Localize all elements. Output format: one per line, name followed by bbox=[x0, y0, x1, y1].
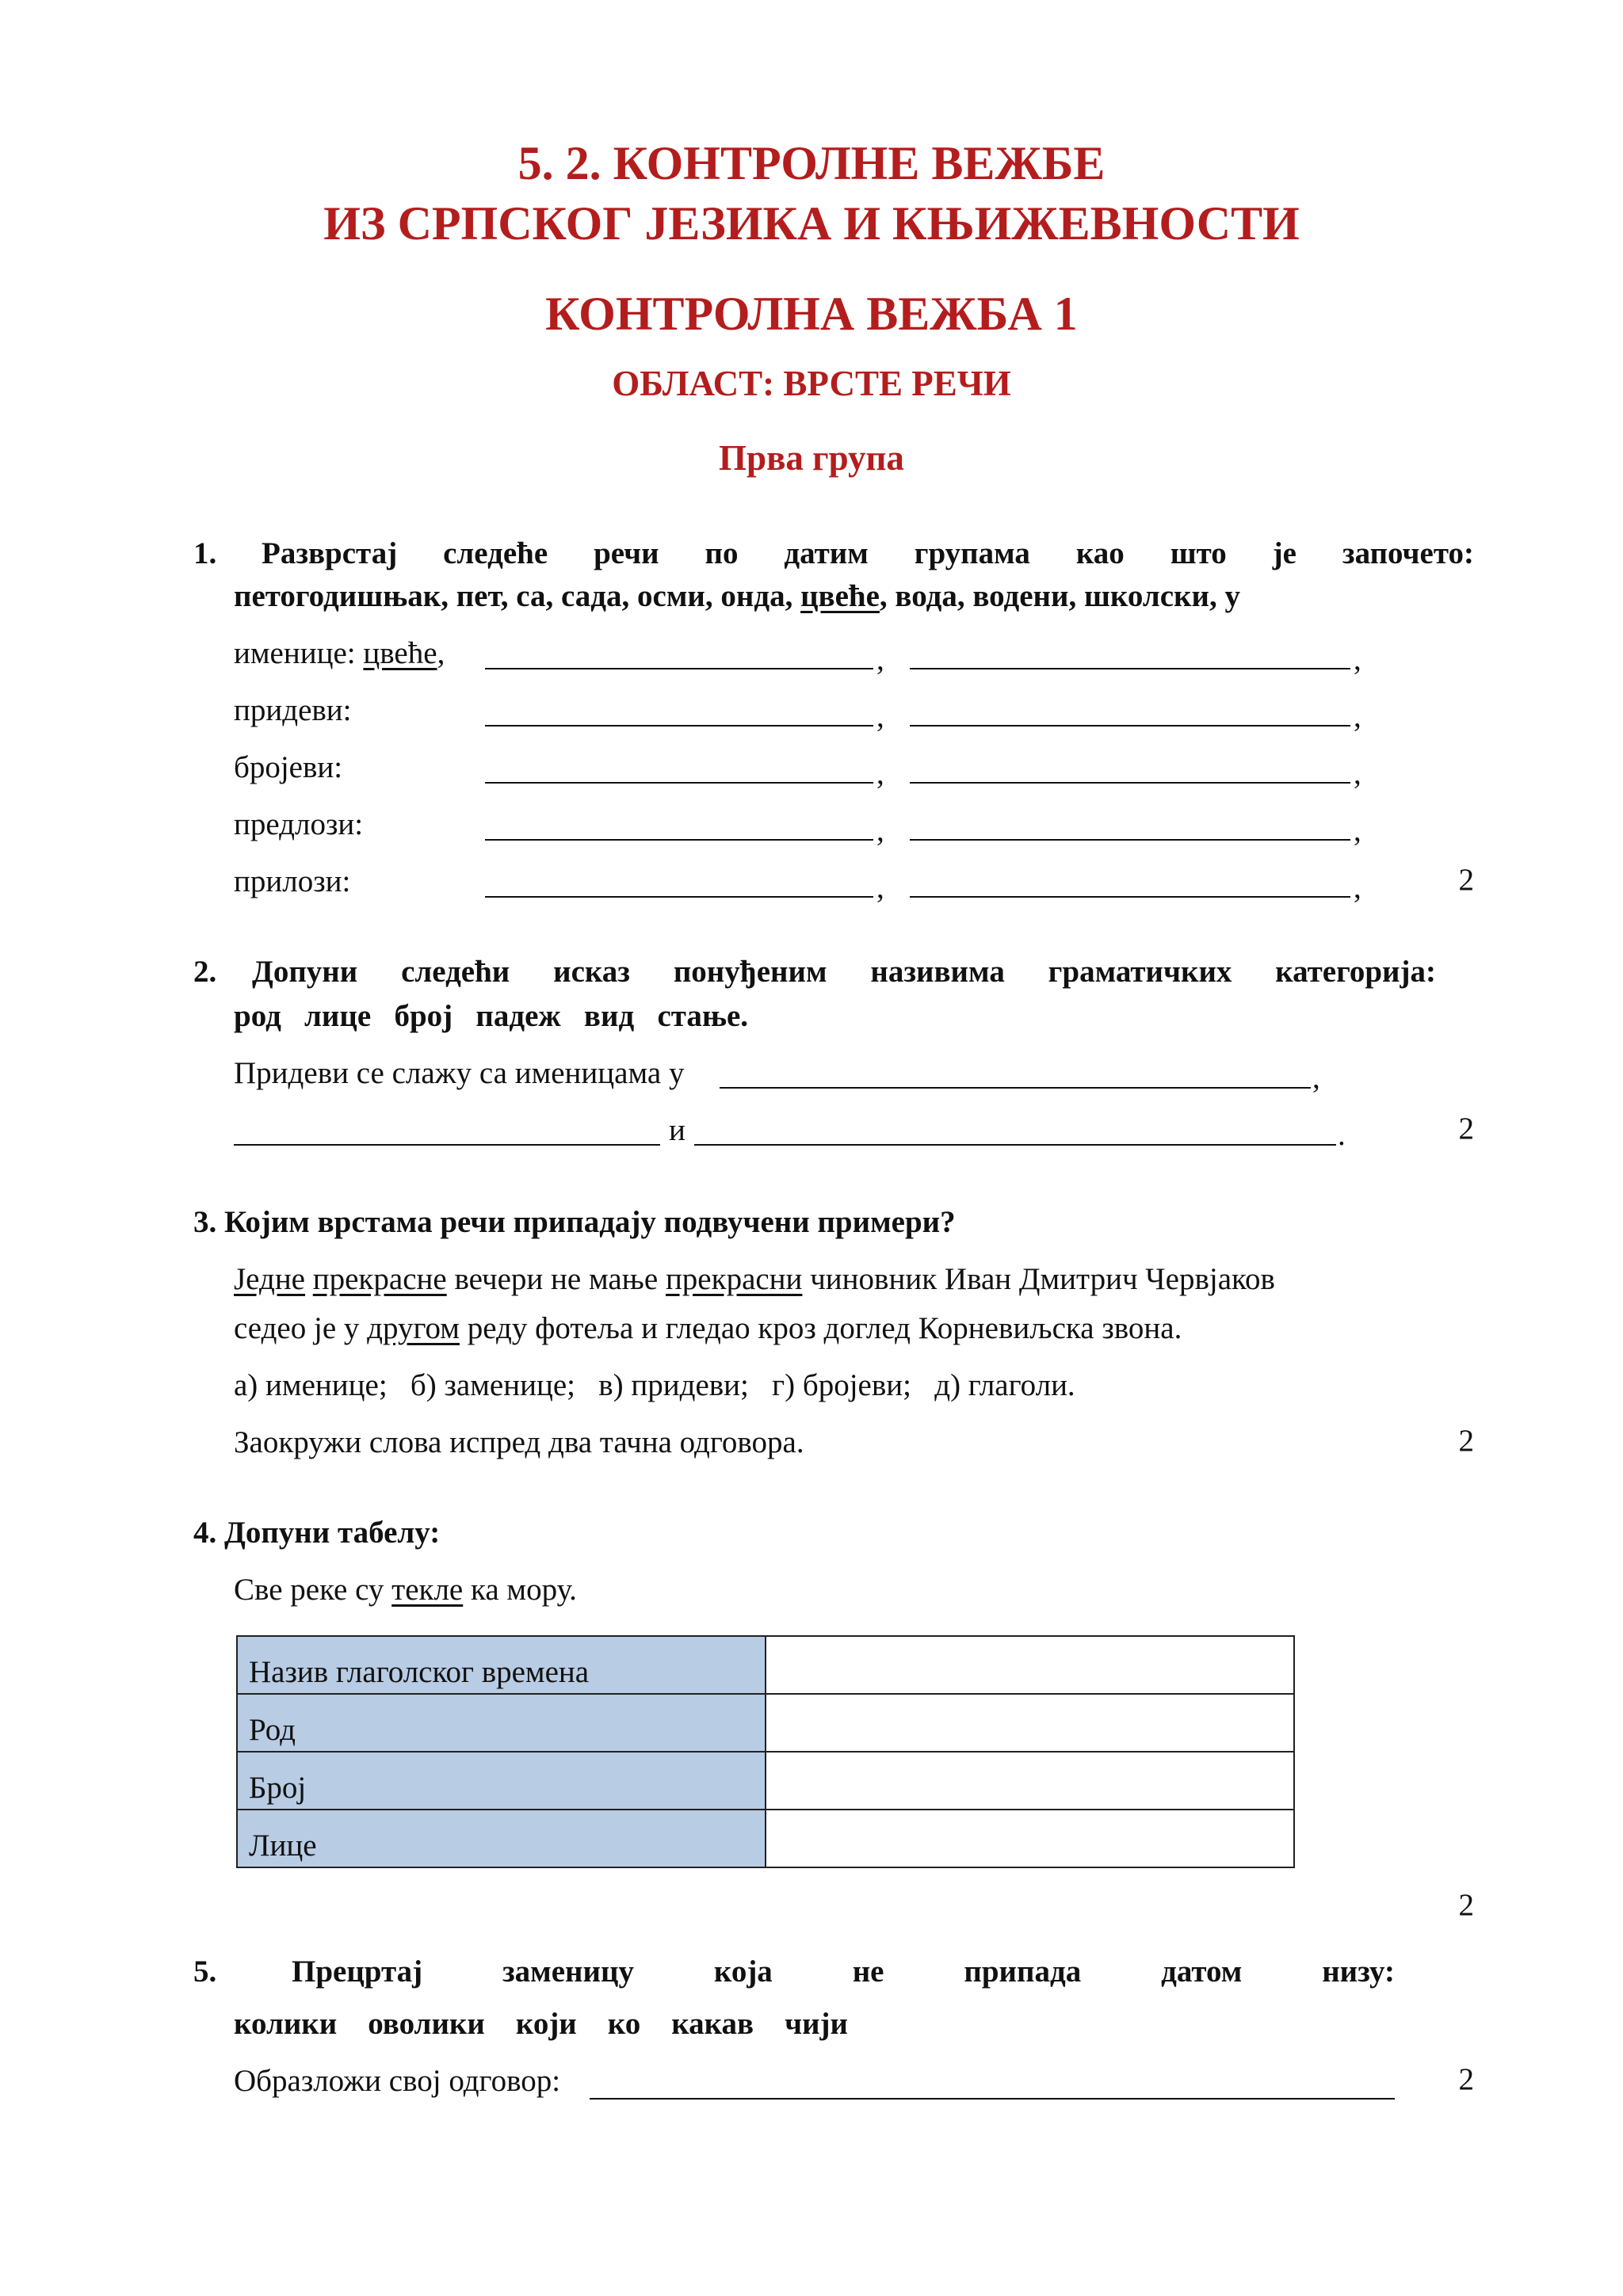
page-title-line2: ИЗ СРПСКОГ ЈЕЗИКА И КЊИЖЕВНОСТИ bbox=[323, 197, 1300, 250]
q5-explain-label: Образложи свој одговор: bbox=[234, 2064, 561, 2098]
exercise-title: КОНТРОЛНА ВЕЖБА 1 bbox=[545, 288, 1078, 340]
page-title-line1: 5. 2. КОНТРОЛНЕ ВЕЖБЕ bbox=[517, 137, 1106, 189]
q1-blank-adverbs-1[interactable] bbox=[485, 896, 873, 898]
q2-sentence-start: Придеви се слажу са именицама у bbox=[234, 1056, 685, 1090]
q2-blank-2[interactable] bbox=[234, 1144, 660, 1146]
q2-blank-1[interactable] bbox=[720, 1087, 1311, 1089]
q1-blank-adverbs-2[interactable] bbox=[910, 896, 1350, 898]
q4-points: 2 bbox=[1458, 1888, 1474, 1922]
q4-sentence: Све реке су текле ка мору. bbox=[234, 1573, 577, 1607]
q3-points: 2 bbox=[1458, 1424, 1474, 1458]
q1-comma: , bbox=[876, 643, 884, 677]
q1-label-adverbs: прилози: bbox=[234, 864, 351, 898]
q2-instruction: Допуни следећи исказ понуђеним називима граматичких категорија: bbox=[252, 955, 1436, 989]
q1-comma: , bbox=[1354, 700, 1361, 734]
q4-answer-cell[interactable] bbox=[766, 1694, 1294, 1752]
q1-label-nouns: именице: цвеће, bbox=[234, 636, 445, 670]
q2-points: 2 bbox=[1458, 1112, 1474, 1146]
q4-row-label: Број bbox=[237, 1752, 766, 1810]
q1-comma: , bbox=[876, 757, 884, 791]
table-row bbox=[237, 1810, 1294, 1867]
q1-words: петогодишњак, пет, са, сада, осми, онда, цвеће, вода, водени, школски, у bbox=[234, 579, 1240, 613]
q1-comma: , bbox=[876, 700, 884, 734]
q1-blank-numbers-1[interactable] bbox=[485, 782, 873, 784]
q3-title: 3. Којим врстама речи припадају подвучени примери? bbox=[193, 1205, 956, 1239]
area-title: ОБЛАСТ: ВРСТЕ РЕЧИ bbox=[612, 364, 1011, 403]
q5-instruction: Прецртај заменицу која не припада датом низу: bbox=[292, 1955, 1395, 1989]
q5-number: 5. bbox=[193, 1955, 217, 1989]
q3-note: Заокружи слова испред два тачна одговора. bbox=[234, 1425, 804, 1459]
q3-options[interactable]: а) именице; б) заменице; в) придеви; г) бројеви; д) глаголи. bbox=[234, 1368, 1075, 1402]
q1-comma: , bbox=[1354, 757, 1361, 791]
q5-pronoun[interactable]: чији bbox=[785, 2007, 849, 2041]
q5-pronoun[interactable]: колики bbox=[234, 2007, 338, 2041]
q1-comma: , bbox=[1354, 643, 1361, 677]
q4-answer-cell[interactable] bbox=[766, 1636, 1294, 1694]
q5-points: 2 bbox=[1458, 2062, 1474, 2096]
q1-blank-numbers-2[interactable] bbox=[910, 782, 1350, 784]
q4-table bbox=[236, 1635, 1295, 1868]
q3-text-line1: Једне прекрасне вечери не мање прекрасни чиновник Иван Дмитрич Червјаков bbox=[234, 1262, 1275, 1296]
q1-label-numbers: бројеви: bbox=[234, 750, 343, 784]
q1-comma: , bbox=[876, 814, 884, 848]
q2-blank-3[interactable] bbox=[694, 1144, 1336, 1146]
q1-number: 1. bbox=[193, 536, 217, 570]
q1-comma: , bbox=[1354, 871, 1361, 905]
q5-pronoun[interactable]: какав bbox=[671, 2007, 754, 2041]
q2-period: . bbox=[1338, 1118, 1346, 1152]
group-title: Прва група bbox=[719, 438, 904, 478]
q1-comma: , bbox=[876, 871, 884, 905]
q1-instruction: Разврстај следеће речи по датим групама као што је започето: bbox=[262, 536, 1474, 570]
q5-pronoun[interactable]: ко bbox=[607, 2007, 641, 2041]
q5-pronoun[interactable]: оволики bbox=[368, 2007, 485, 2041]
q4-answer-cell[interactable] bbox=[766, 1810, 1294, 1867]
q2-options: род лице број падеж вид стање. bbox=[234, 999, 749, 1033]
q2-comma: , bbox=[1312, 1061, 1320, 1095]
q1-label-adjectives: придеви: bbox=[234, 693, 352, 727]
q4-title: 4. Допуни табелу: bbox=[193, 1516, 441, 1550]
q1-blank-prepositions-1[interactable] bbox=[485, 839, 873, 841]
q1-label-prepositions: предлози: bbox=[234, 807, 364, 841]
q4-row-label: Лице bbox=[237, 1810, 766, 1867]
q5-series bbox=[234, 2004, 848, 2044]
q1-blank-nouns-1[interactable] bbox=[485, 668, 873, 669]
q1-blank-adjectives-2[interactable] bbox=[910, 725, 1350, 727]
q2-conj: и bbox=[669, 1113, 685, 1147]
q1-points: 2 bbox=[1458, 863, 1474, 897]
q5-explain-blank[interactable] bbox=[590, 2098, 1395, 2100]
table-row bbox=[237, 1694, 1294, 1752]
q4-row-label: Род bbox=[237, 1694, 766, 1752]
q4-row-label: Назив глаголског времена bbox=[237, 1636, 766, 1694]
q1-comma: , bbox=[1354, 814, 1361, 848]
q3-text-line2: седео је у другом реду фотеља и гледао кроз доглед Корневиљска звона. bbox=[234, 1311, 1182, 1345]
table-row bbox=[237, 1636, 1294, 1694]
q4-answer-cell[interactable] bbox=[766, 1752, 1294, 1810]
q1-blank-prepositions-2[interactable] bbox=[910, 839, 1350, 841]
q1-blank-nouns-2[interactable] bbox=[910, 668, 1350, 669]
q2-number: 2. bbox=[193, 955, 217, 989]
q1-blank-adjectives-1[interactable] bbox=[485, 725, 873, 727]
q5-pronoun[interactable]: који bbox=[515, 2007, 577, 2041]
table-row bbox=[237, 1752, 1294, 1810]
